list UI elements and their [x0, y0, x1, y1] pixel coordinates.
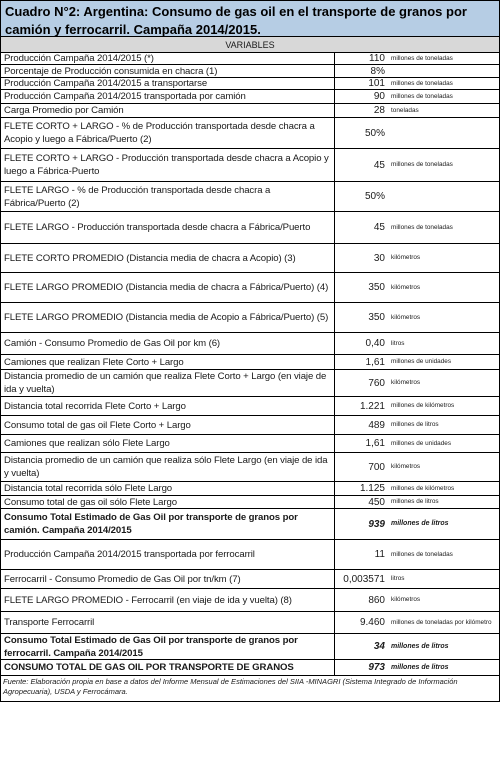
row-value: 9.460 [359, 617, 385, 628]
table-row [0, 589, 500, 612]
row-unit: millones de kilómetros [391, 402, 455, 409]
row-value: 700 [368, 461, 385, 473]
row-description: Camión - Consumo Promedio de Gas Oil por km (6) [1, 333, 335, 354]
table-row [0, 118, 500, 149]
source-note: Fuente: Elaboración propia en base a datos del Informe Mensual de Estimaciones del SIIA -MINAGRI (Sistema Integrado de Información Agropecuaria), USDA y Ferrocámara. [0, 676, 500, 702]
row-value: 489 [368, 419, 385, 431]
row-value: 1,61 [365, 356, 385, 368]
row-description: Consumo Total Estimado de Gas Oil por transporte de granos por camión. Campaña 2014/2015 [1, 509, 335, 539]
table-row [0, 496, 500, 509]
row-unit: millones de toneladas [391, 223, 453, 231]
row-unit: litros [391, 339, 405, 347]
table-row [0, 303, 500, 333]
table-row [0, 660, 500, 676]
row-value: 50% [364, 127, 385, 139]
table-row [0, 416, 500, 435]
row-description: Camiones que realizan Flete Corto + Largo [1, 355, 335, 369]
row-unit: millones de toneladas [391, 54, 453, 62]
row-unit [387, 65, 499, 77]
row-value: 760 [368, 377, 385, 389]
row-description: FLETE LARGO - Producción transportada desde chacra a Fábrica/Puerto [1, 212, 335, 243]
row-unit: millones de litros [391, 663, 449, 671]
table-row [0, 355, 500, 370]
row-value: 34 [373, 641, 385, 652]
row-unit: millones de litros [391, 520, 449, 527]
row-description: Distancia total recorrida Flete Corto + Largo [1, 397, 335, 415]
row-description: Producción Campaña 2014/2015 (*) [1, 53, 335, 64]
table-row [0, 333, 500, 355]
row-value: 350 [368, 282, 385, 293]
row-value: 28 [373, 105, 385, 116]
row-value: 973 [368, 662, 385, 673]
table-row [0, 273, 500, 303]
row-description: Carga Promedio por Camión [1, 104, 335, 117]
row-value: 450 [368, 496, 385, 508]
table-row [0, 53, 500, 65]
row-unit: millones de unidades [391, 439, 452, 447]
row-description: Producción Campaña 2014/2015 transportada por ferrocarril [1, 540, 335, 569]
row-description: Transporte Ferrocarril [1, 612, 335, 633]
row-value: 8% [370, 65, 385, 77]
row-unit: millones de toneladas [391, 550, 453, 558]
row-value: 939 [368, 518, 385, 530]
row-unit: kilómetros [391, 596, 421, 603]
table-row [0, 90, 500, 104]
row-description: FLETE LARGO PROMEDIO (Distancia media de Acopio a Fábrica/Puerto) (5) [1, 303, 335, 332]
row-value: 860 [368, 594, 385, 606]
table-row [0, 397, 500, 416]
row-unit: millones de toneladas [391, 79, 453, 87]
row-unit: millones de litros [391, 421, 439, 428]
row-value: 1,61 [365, 438, 385, 449]
table-row [0, 435, 500, 453]
row-value: 90 [373, 91, 385, 102]
table-row [0, 540, 500, 570]
row-unit: kilómetros [391, 254, 421, 261]
row-description: Consumo total de gas oil Flete Corto + Largo [1, 416, 335, 434]
row-unit [387, 182, 499, 211]
row-description: Ferrocarril - Consumo Promedio de Gas Oil por tn/km (7) [1, 570, 335, 588]
table-row [0, 612, 500, 634]
row-value: 1.221 [359, 400, 385, 412]
row-value: 110 [369, 53, 385, 64]
row-value: 11 [374, 549, 385, 560]
row-value: 1.125 [359, 483, 385, 494]
row-value: 0,003571 [343, 573, 385, 585]
row-description: Camiones que realizan sólo Flete Largo [1, 435, 335, 452]
row-description: FLETE CORTO + LARGO - % de Producción transportada desde chacra a Acopio y luego a Fábrica/Puerto (2) [1, 118, 335, 148]
row-unit: kilómetros [391, 379, 421, 386]
row-unit: millones de toneladas por kilómetro [391, 618, 492, 626]
table-row [0, 244, 500, 273]
table-row [0, 149, 500, 182]
row-value: 350 [368, 312, 385, 323]
row-unit: millones de toneladas [391, 161, 453, 168]
row-description: FLETE LARGO PROMEDIO - Ferrocarril (en viaje de ida y vuelta) (8) [1, 589, 335, 611]
table-row [0, 570, 500, 589]
row-unit [387, 118, 499, 148]
table-body [0, 53, 500, 676]
row-description: Producción Campaña 2014/2015 transportada por camión [1, 90, 335, 103]
table-row [0, 182, 500, 212]
table-row [0, 482, 500, 496]
table-row [0, 509, 500, 540]
row-unit: millones de kilómetros [391, 484, 455, 492]
row-description: CONSUMO TOTAL DE GAS OIL POR TRANSPORTE DE GRANOS [1, 660, 335, 675]
row-value: 30 [373, 252, 385, 264]
row-unit: millones de unidades [391, 358, 452, 365]
row-unit: kilómetros [391, 283, 421, 291]
row-unit: kilómetros [391, 313, 421, 321]
row-description: FLETE LARGO - % de Producción transportada desde chacra a Fábrica/Puerto (2) [1, 182, 335, 211]
row-value: 45 [373, 222, 385, 233]
table-row [0, 370, 500, 397]
row-description: Distancia promedio de un camión que realiza sólo Flete Largo (en viaje de ida y vuelta) [1, 453, 335, 481]
row-unit: toneladas [391, 106, 419, 114]
table-row [0, 104, 500, 118]
row-unit: kilómetros [391, 463, 421, 470]
row-value: 0,40 [365, 338, 385, 349]
row-value: 101 [368, 78, 385, 89]
row-value: 50% [364, 191, 385, 202]
table-row [0, 634, 500, 660]
row-description: Consumo total de gas oil sólo Flete Largo [1, 496, 335, 508]
table-row [0, 453, 500, 482]
row-description: Porcentaje de Producción consumida en chacra (1) [1, 65, 335, 77]
row-unit: litros [391, 575, 405, 582]
row-description: Producción Campaña 2014/2015 a transportarse [1, 78, 335, 89]
row-description: FLETE CORTO + LARGO - Producción transportada desde chacra a Acopio y luego a Fábrica-Puerto [1, 149, 335, 181]
row-description: Distancia promedio de un camión que realiza Flete Corto + Largo (en viaje de ida y vuelta) [1, 370, 335, 396]
table-row [0, 212, 500, 244]
row-unit: millones de litros [391, 642, 449, 650]
row-value: 45 [373, 159, 385, 171]
row-description: Consumo Total Estimado de Gas Oil por transporte de granos por ferrocarril. Campaña 2014/2015 [1, 634, 335, 659]
row-description: FLETE CORTO PROMEDIO (Distancia media de chacra a Acopio) (3) [1, 244, 335, 272]
table-row [0, 78, 500, 90]
table-title: Cuadro N°2: Argentina: Consumo de gas oil en el transporte de granos por camión y ferrocarril. Campaña 2014/2015. [0, 0, 500, 37]
row-unit: millones de litros [391, 498, 439, 505]
row-description: Distancia total recorrida sólo Flete Largo [1, 482, 335, 495]
row-unit: millones de toneladas [391, 92, 453, 100]
row-description: FLETE LARGO PROMEDIO (Distancia media de chacra a Fábrica/Puerto) (4) [1, 273, 335, 302]
variables-header: VARIABLES [0, 37, 500, 53]
